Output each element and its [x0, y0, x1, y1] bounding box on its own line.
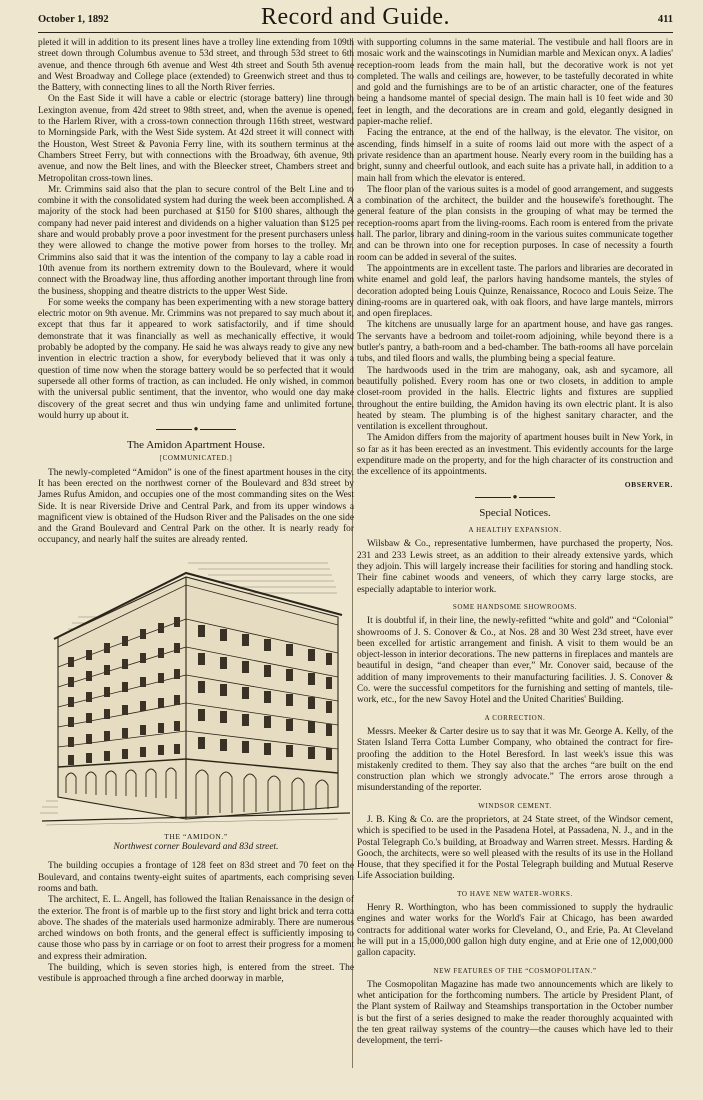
paragraph: The building, which is seven stories high, is entered from the street. The vestibule is approached through a fine arched doorway in marble,: [38, 963, 354, 985]
paragraph: Facing the entrance, at the end of the hallway, is the elevator. The visitor, on ascending, finds himself in a suite of rooms laid out more with the aspect of a private residence than an apartment house. Nearly every room in the building has a bright, sunny and cheerful outlook, and each suite has a private hall, in addition to a main hall from which the elevator is entered.: [357, 128, 673, 184]
article-intro: The newly-completed “Amidon” is one of the finest apartment houses in the city. It has been erected on the northwest corner of the Boulevard and 83d street by James Rufus Amidon, and occupies one of the most commanding sites on the West Side. It is near Riverside Drive and Central Park, and from its upper windows a magnificent view is obtained of the Hudson River and the Palisades on the one side and the Grand Boulevard and Central Park on the other. It is nearly ready for occupancy, and nearly half the suites are already rented.: [38, 467, 354, 546]
notice-body: Messrs. Meeker & Carter desire us to say that it was Mr. George A. Kelly, of the Staten Island Terra Cotta Lumber Company, who obtained the contract for fire-proofing the addition to the Hotel Beresford. In last week's issue this was mistakenly credited to them. They say also that the arches “are built on the end construction plan which we strongly advocate.” The errors arose through a misunderstanding of the reporter.: [357, 726, 673, 794]
paragraph: with supporting columns in the same material. The vestibule and hall floors are in mosaic work and the wainscotings in Numidian marble and Mexican onyx. A ladies' reception-room leads from the main hall, but the decorative work is not yet completed. The walls and ceilings are, however, to be tastefully decorated in white and gold and the furnishings are to be of an artistic character, one of the features being a handsome mantel of special design. The main hall is 10 feet wide and 30 feet in length, and the decorations are in cream and gold, elegantly designed in papier-mache relief.: [357, 38, 673, 128]
left-column: [38, 38, 354, 986]
paragraph: The kitchens are unusually large for an apartment house, and have gas ranges. The servants have a bedroom and toilet-room adjoining, while beyond there is a butler's pantry, a bath-room and a bed-chamber. The bath-rooms all have porcelain tubs, and tiled floors and walls, the plumbing being a special feature.: [357, 320, 673, 365]
paragraph: pleted it will in addition to its present lines have a trolley line extending from 109th street down through Columbus avenue to 53d street, and through 53d street to 6th avenue, and thence through 6th avenue and West 4th street and South 5th avenue and West Broadway and College place (extended) to Greenwich street and thus to the Battery, with connecting lines to all the North River ferries.: [38, 38, 354, 94]
paragraph: The appointments are in excellent taste. The parlors and libraries are decorated in white enamel and gold leaf, the parlors having handsome mantels, the styles of decoration adopted being Louis Quinze, Renaissance, Rococo and Louis Seize. The dining-rooms are in quartered oak, with oak floors, and have large mantels, mirrors and open fireplaces.: [357, 263, 673, 320]
paragraph: The Amidon differs from the majority of apartment houses built in New York, in so far as it has been erected as an investment. This evidently accounts for the large expenditure made on the property, and for the high character of its construction and the excellence of its appointments.: [357, 433, 673, 478]
notice-heading: A CORRECTION.: [484, 713, 546, 722]
article-credit: [COMMUNICATED.]: [159, 454, 233, 463]
building-engraving: [38, 557, 354, 827]
notice-heading: WINDSOR CEMENT.: [478, 801, 552, 810]
notice-body: Wilsbaw & Co., representative lumbermen, have purchased the property, Nos. 231 and 233 Lewis street, as an addition to their already extensive yards, which they adjoin. This will largely increase their facilities for storing and handling stock. Their fine cabinet woods and veneers, of which they carry large stocks, are especially adaptable to interior work.: [357, 539, 673, 595]
notice-body: It is doubtful if, in their line, the newly-refitted “white and gold” and “Colonial” showrooms of J. S. Conover & Co., at Nos. 28 and 30 West 23d street, have ever been excelled for artistic arrangement and finish. A visit to them would be an object-lesson in interior decorations. The new patterns in fireplaces and mantels are beautiful in design, “and cheaper than ever,” Mr. Conover said, because of the addition of many improvements to their manufacturing facilities. J. S. Conover & Co. were the successful competitors for the furnishing and setting of mantels, tile-work, etc., for the new Savoy Hotel and the United Charities' Building.: [357, 616, 673, 706]
notice-heading: SOME HANDSOME SHOWROOMS.: [452, 602, 578, 611]
header-date: October 1, 1892: [38, 14, 109, 25]
paragraph: On the East Side it will have a cable or electric (storage battery) line through Lexington avenue, from 42d street to 98th street, and, when the avenue is opened, to the Harlem River, with a cross-town connection through 116th street, westward to Morningside Park, with the West Side system. At 42d street it will connect with the Houston, West Street & Pavonia Ferry line, with its southern terminus at the Chambers Street Ferry, but with connections with the Broadway, 6th avenue, 9th avenue, and now the Belt lines, and with the Bleecker street, Chambers street and Metropolitan cross-town lines.: [38, 94, 354, 184]
section-title: Special Notices.: [479, 506, 551, 519]
notice-heading: NEW FEATURES OF THE “COSMOPOLITAN.”: [433, 966, 597, 975]
building-outline: [58, 577, 338, 819]
header-page-number: 411: [657, 14, 673, 25]
paragraph: The building occupies a frontage of 128 feet on 83d street and 70 feet on the Boulevard, and contains twenty-eight suites of apartments, each comprising seven rooms and bath.: [38, 861, 354, 894]
header-title: Record and Guide.: [260, 4, 451, 30]
section-rule: ●: [357, 493, 673, 501]
figure-caption-title: THE “AMIDON.”: [164, 831, 228, 841]
paragraph: For some weeks the company has been experimenting with a new storage battery electric motor on 9th avenue. Mr. Crimmins was not prepared to say much about it, except that thus far it appeared to work satisfactorily, and if time should demonstrate that it was financially as well as mechanically effective, it would probably be adopted by the company. He said he was always ready to give any new invention in electric traction a show, for everybody believed that it was only a question of time now when the storage battery would be so perfected that it would supersede all other forms of traction, as can included. He only wished, in common with the universal public sentiment, that the inventor, who would one day make discovery of the great secret and thus win undying fame and unlimited fortune, would hurry up about it.: [38, 297, 354, 421]
notice-body: J. B. King & Co. are the proprietors, at 24 State street, of the Windsor cement, which is specified to be used in the Pasadena Hotel, at Passadena, N. J., and in the Postal Telegraph Co.'s building, at Broadway and Warren street. Messrs. Harding & Gooch, the architects, were so well pleased with the results of its use in the Holland House, that they specified it for the Postal Telegraph building and Mutual Reserve Life Association building.: [357, 815, 673, 882]
amidon-building-illustration: [38, 557, 354, 827]
section-rule: ●: [38, 425, 354, 433]
paragraph: The architect, E. L. Angell, has followed the Italian Renaissance in the design of the exterior. The front is of marble up to the first story and light brick and terra cotta above. The shades of the materials used harmonize admirably. There are numerous arched windows on both fronts, and the general effect is sufficiently imposing to cause those who pass by in carriage or on foot to arrest their progress for a moment and express their admiration.: [38, 895, 354, 962]
paragraph: The floor plan of the various suites is a model of good arrangement, and suggests a combination of the architect, the builder and the housewife's forethought. The general feature of the plan consists in the grouping of what may be termed the reception-rooms apart from the living-rooms. Each room is entered from the private hall. The parlor, library and dining-room in the various suites communicate together and can be thrown into one for reception purposes. In case of necessity a fourth room can be added in several of the suites.: [357, 184, 673, 263]
paragraph: The hardwoods used in the trim are mahogany, oak, ash and sycamore, all beautifully polished. Every room has one or two closets, in addition to ample closet-room provided in the halls. Electric lights and fixtures are supplied throughout the entire building, the Amidon having its own electric plant. It is also heated by steam. The plumbing is of the highest sanitary character, and the ventilation is excellent throughout.: [357, 365, 673, 433]
notice-heading: A HEALTHY EXPANSION.: [468, 526, 562, 535]
figure-caption-subtitle: Northwest corner Boulevard and 83d street.: [113, 842, 279, 853]
paragraph: Mr. Crimmins said also that the plan to secure control of the Belt Line and to combine it with the consolidated system had during the week been accomplished. A majority of the stock had been purchased at $150 for $100 shares, although the company had never paid interest and dividends on a higher valuation than $125 per share and would probably prove a poor investment for the present purchasers unless they were allowed to change the motive power from horses to the trolley. Mr. Crimmins also said that it was the intention of the company to lay a cable road in 10th avenue from its northern extremity down to the Boulevard, where it would connect with the Broadway line, thus affording another important through line from the business, shopping and theatre districts to the upper West Side.: [38, 184, 354, 297]
article-title: The Amidon Apartment House.: [126, 439, 266, 452]
notice-heading: TO HAVE NEW WATER-WORKS.: [457, 889, 573, 898]
notice-body: Henry R. Worthington, who has been commissioned to supply the hydraulic engines and water works for the World's Fair at Chicago, has been awarded contracts for additional water works for Cleveland, O., and Erie, Pa. At Cleveland he will put in a 15,000,000 gallon high duty engine, and at Erie one of 12,000,000 gallon capacity.: [357, 903, 673, 959]
page-header: [38, 4, 673, 33]
article-signature: OBSERVER.: [624, 479, 673, 489]
right-column: [357, 38, 673, 1048]
notice-body: The Cosmopolitan Magazine has made two announcements which are likely to whet anticipation for the forthcoming numbers. The article by President Plant, of the Plant system of Railway and Steamships transportation in the October number is but the first of a series designed to make the reader thoroughly acquainted with the ten great railway systems of the country—the causes which have led to their development, the terri-: [357, 979, 673, 1047]
